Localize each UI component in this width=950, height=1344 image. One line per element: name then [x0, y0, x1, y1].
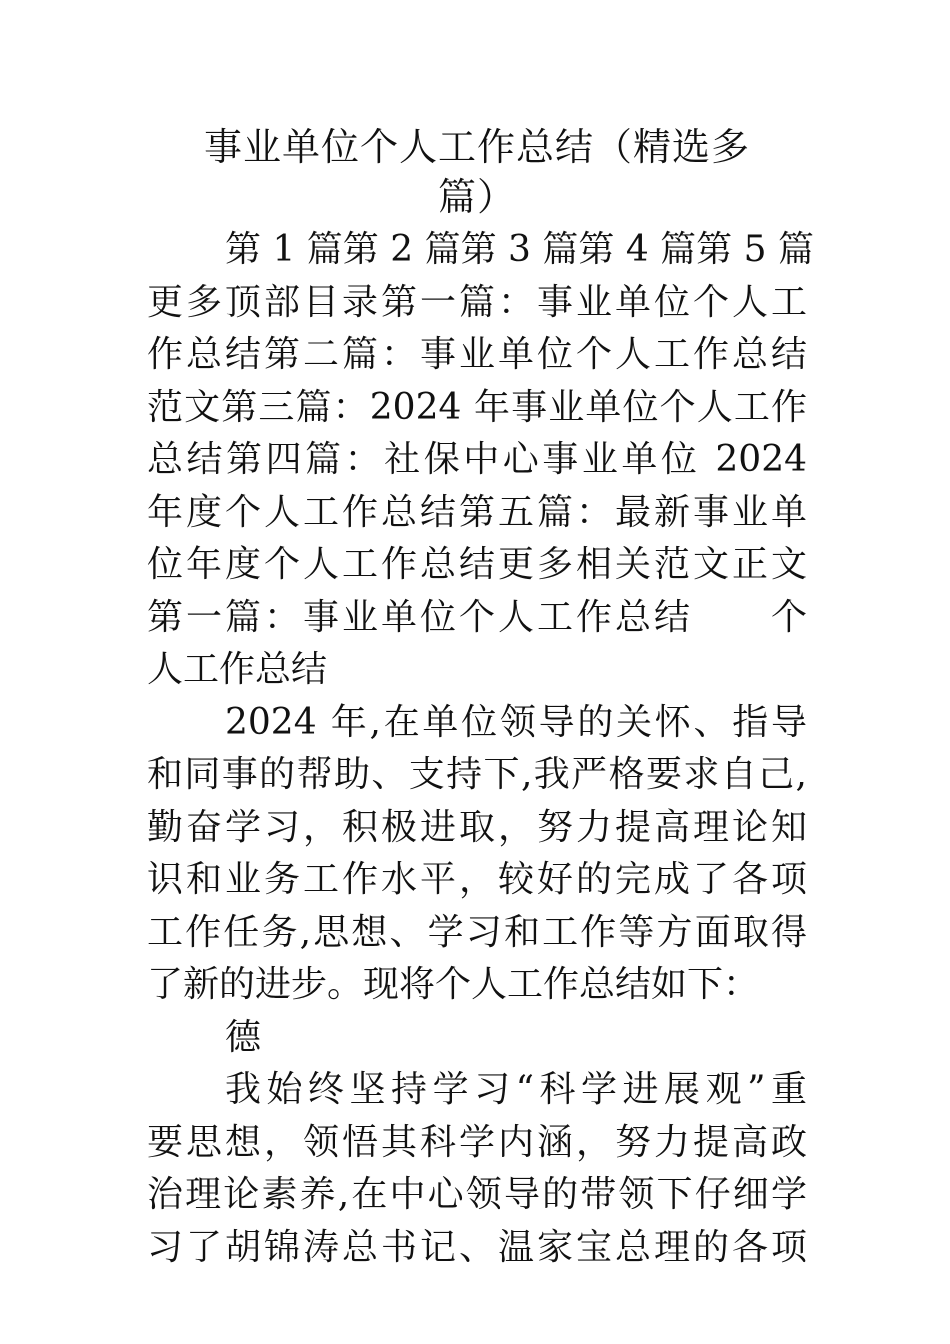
- toc-line: 更多顶部目录第一篇：事业单位个人工: [147, 281, 807, 323]
- document-body: [147, 224, 814, 1274]
- paragraph-line: 要思想，领悟其科学内涵，努力提高政: [147, 1121, 807, 1163]
- paragraph-line: 和同事的帮助、支持下,我严格要求自己,: [147, 754, 807, 795]
- section-heading-line: 人工作总结: [147, 649, 328, 690]
- section-heading-line: 第一篇：事业单位个人工作总结 个: [147, 596, 807, 638]
- paragraph-line: 我始终坚持学习“科学进展观”重: [225, 1069, 807, 1110]
- paragraph-line: 治理论素养,在中心领导的带领下仔细学: [147, 1174, 807, 1215]
- title-line-2: 篇）: [437, 175, 516, 219]
- paragraph-line: 了新的进步。现将个人工作总结如下：: [147, 964, 760, 1005]
- paragraph-line: 习了胡锦涛总书记、温家宝总理的各项: [147, 1226, 807, 1268]
- toc-line: 总结第四篇：社保中心事业单位 2024: [147, 439, 807, 480]
- toc-line: 年度个人工作总结第五篇：最新事业单: [147, 491, 807, 533]
- title-line-1: 事业单位个人工作总结（精选多: [203, 125, 750, 169]
- paragraph-line: 识和业务工作水平，较好的完成了各项: [147, 859, 807, 900]
- toc-line: 第 1 篇第 2 篇第 3 篇第 4 篇第 5 篇: [225, 229, 814, 270]
- document-title: [147, 122, 807, 222]
- toc-line: 范文第三篇：2024 年事业单位个人工作: [147, 386, 807, 428]
- toc-line: 作总结第二篇：事业单位个人工作总结: [147, 334, 807, 375]
- paragraph-line: 勤奋学习，积极进取，努力提高理论知: [147, 806, 807, 848]
- subheading-de: 德: [225, 1016, 262, 1058]
- toc-line: 位年度个人工作总结更多相关范文正文: [147, 544, 807, 585]
- paragraph-line: 工作任务,思想、学习和工作等方面取得: [147, 911, 807, 953]
- paragraph-line: 2024 年,在单位领导的关怀、指导: [225, 701, 807, 743]
